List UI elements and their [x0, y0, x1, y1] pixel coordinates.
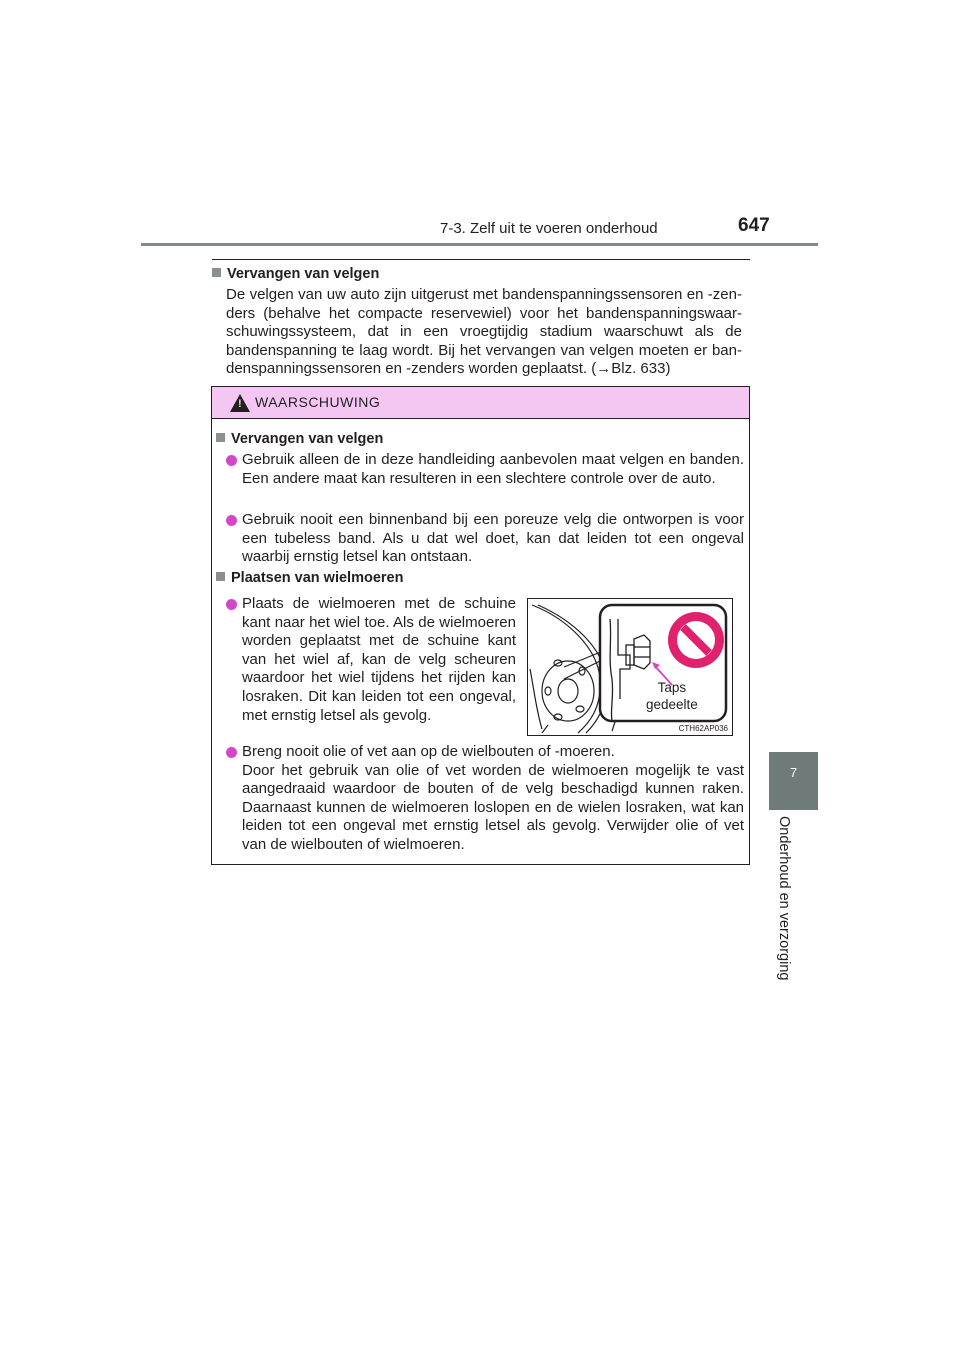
wheel-nut-drawing	[528, 599, 732, 735]
figure-label-line2: gedeelte	[646, 697, 698, 712]
round-bullet-icon	[226, 515, 237, 526]
intro-heading-text: Vervangen van velgen	[227, 266, 380, 282]
section-title: 7-3. Zelf uit te voeren onderhoud	[440, 220, 658, 237]
warning-box	[211, 386, 750, 865]
warning-section-heading-text: Plaatsen van wielmoeren	[231, 570, 404, 586]
section-divider	[212, 259, 750, 260]
warning-section-heading	[216, 431, 383, 447]
bullet-item	[226, 743, 744, 855]
wheel-nut-illustration	[527, 598, 733, 736]
bullet-text: Breng nooit olie of vet aan op de wielbouten of -moeren.	[242, 743, 615, 760]
prohibited-icon	[668, 612, 724, 668]
round-bullet-icon	[226, 599, 237, 610]
figure-label-line1: Taps	[657, 680, 687, 695]
warning-header	[212, 387, 749, 419]
figure-code: CTH62AP036	[678, 724, 728, 733]
bullet-item	[226, 511, 744, 567]
bullet-item	[226, 451, 744, 488]
warning-title: WAARSCHUWING	[255, 394, 381, 410]
chapter-tab	[769, 752, 818, 810]
header-rule	[141, 243, 818, 246]
bullet-text: Gebruik alleen de in deze handleiding aanbevolen maat velgen en banden. Een andere maat kan resulteren in een slechtere controle over de auto.	[242, 451, 744, 487]
bullet-text: Plaats de wielmoeren met de schuine kant naar het wiel toe. Als de wielmoeren worden geplaatst met de schuine kant van het wiel af, kan de velg scheuren waardoor het wiel tijdens het rijden kan losraken. Dit kan leiden tot een ongeval, met ernstig letsel als gevolg.	[242, 595, 516, 724]
bullet-item	[226, 595, 516, 725]
round-bullet-icon	[226, 455, 237, 466]
chapter-title: Onderhoud en verzorging	[776, 816, 792, 981]
warning-section-heading	[216, 570, 403, 586]
bullet-text: Door het gebruik van olie of vet worden de wielmoeren mogelijk te vast aangedraaid waardoor de bouten of de velg beschadigd kunnen raken. Daarnaast kunnen de wielmoeren loslopen en de wielen losraken, wat kan leiden tot een ongeval met ernstig letsel als gevolg. Verwijder olie of vet van de wielbouten of wielmoeren.	[242, 761, 744, 853]
intro-heading	[212, 266, 379, 282]
figure-label	[646, 679, 698, 713]
intro-body: De velgen van uw auto zijn uitgerust met bandenspanningssensoren en -zenders (behalve het compacte reservewiel) voor het bandenspanningswaarschuwingssysteem, dat in een vroegtijdig stadium waarschuwt als de bandenspanning te laag wordt. Bij het vervangen van velgen moeten er bandenspanningssensoren en -zenders worden geplaatst. (→Blz. 633)	[226, 286, 742, 378]
square-bullet-icon	[216, 572, 225, 581]
warning-section-heading-text: Vervangen van velgen	[231, 431, 384, 447]
chapter-number: 7	[789, 765, 798, 780]
page-number: 647	[738, 215, 770, 236]
round-bullet-icon	[226, 747, 237, 758]
square-bullet-icon	[212, 268, 221, 277]
bullet-text: Gebruik nooit een binnenband bij een poreuze velg die ontworpen is voor een tubeless band. Als u dat wel doet, kan dat leiden tot een ongeval waarbij ernstig letsel kan ontstaan.	[242, 511, 744, 566]
square-bullet-icon	[216, 433, 225, 442]
exclamation-mark: !	[238, 398, 242, 410]
bullet-text-block	[242, 743, 744, 855]
